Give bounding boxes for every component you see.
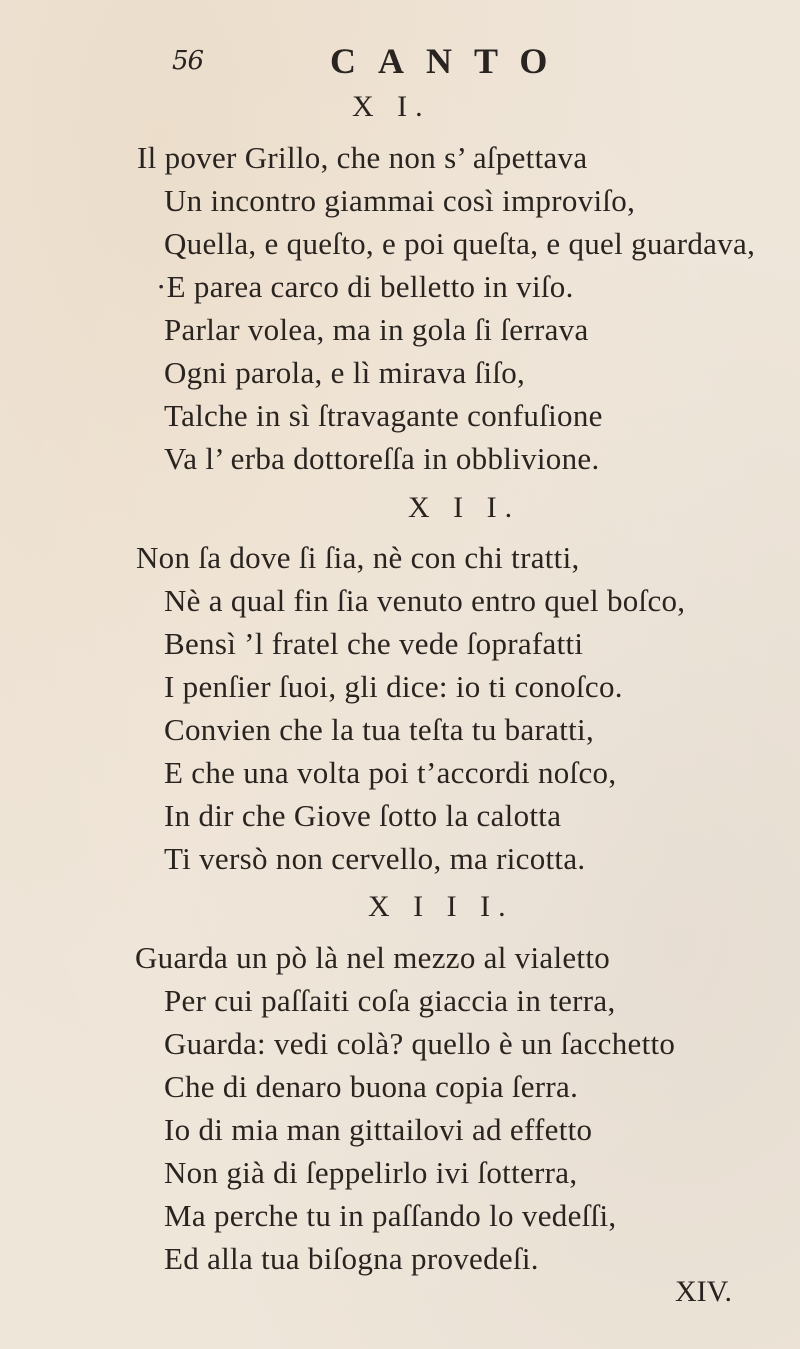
verse-line: Per cui paſſaiti coſa giaccia in terra, (164, 983, 616, 1018)
verse-line: Il pover Grillo, che non s’ aſpettava (137, 140, 588, 175)
verse-line: Ma perche tu in paſſando lo vedeſſi, (164, 1198, 617, 1233)
verse-line: Nè a qual fin ſia venuto entro quel boſco, (164, 583, 686, 618)
stanza-number: X I. (352, 90, 431, 123)
verse-line: Non ſa dove ſi ſia, nè con chi tratti, (136, 540, 580, 575)
running-head: CANTO (330, 41, 570, 81)
verse-line: Io di mia man gittailovi ad effetto (164, 1112, 593, 1147)
verse-line: Va l’ erba dottoreſſa in obblivione. (164, 441, 600, 476)
verse-line: Non già di ſeppelirlo ivi ſotterra, (164, 1155, 578, 1190)
verse-line: In dir che Giove ſotto la calotta (164, 798, 562, 833)
stanza-number: X I I I. (368, 890, 514, 923)
verse-line: Parlar volea, ma in gola ſi ſerrava (164, 312, 589, 347)
verse-line: ·E parea carco di belletto in viſo. (156, 269, 574, 304)
verse-line: Un incontro giammai così improviſo, (164, 183, 636, 218)
stanza-number: X I I. (408, 491, 521, 524)
verse-line: Talche in sì ſtravagante confuſione (164, 398, 603, 433)
verse-line: Guarda: vedi colà? quello è un ſacchetto (164, 1026, 676, 1061)
verse-line: Ti versò non cervello, ma ricotta. (164, 841, 586, 876)
verse-line: Ed alla tua biſogna provedeſi. (164, 1241, 539, 1276)
verse-line: Quella, e queſto, e poi queſta, e quel guardava, (164, 226, 756, 261)
verse-line: Bensì ’l fratel che vede ſoprafatti (164, 626, 584, 661)
catchword: XIV. (675, 1275, 732, 1308)
verse-line: Convien che la tua teſta tu baratti, (164, 712, 595, 747)
verse-line: Che di denaro buona copia ſerra. (164, 1069, 579, 1104)
verse-line: Guarda un pò là nel mezzo al vialetto (135, 940, 611, 975)
page-number: 56 (172, 46, 204, 76)
verse-line: Ogni parola, e lì mirava ſiſo, (164, 355, 526, 390)
verse-line: I penſier ſuoi, gli dice: io ti conoſco. (164, 669, 623, 704)
verse-line: E che una volta poi t’accordi noſco, (164, 755, 617, 790)
